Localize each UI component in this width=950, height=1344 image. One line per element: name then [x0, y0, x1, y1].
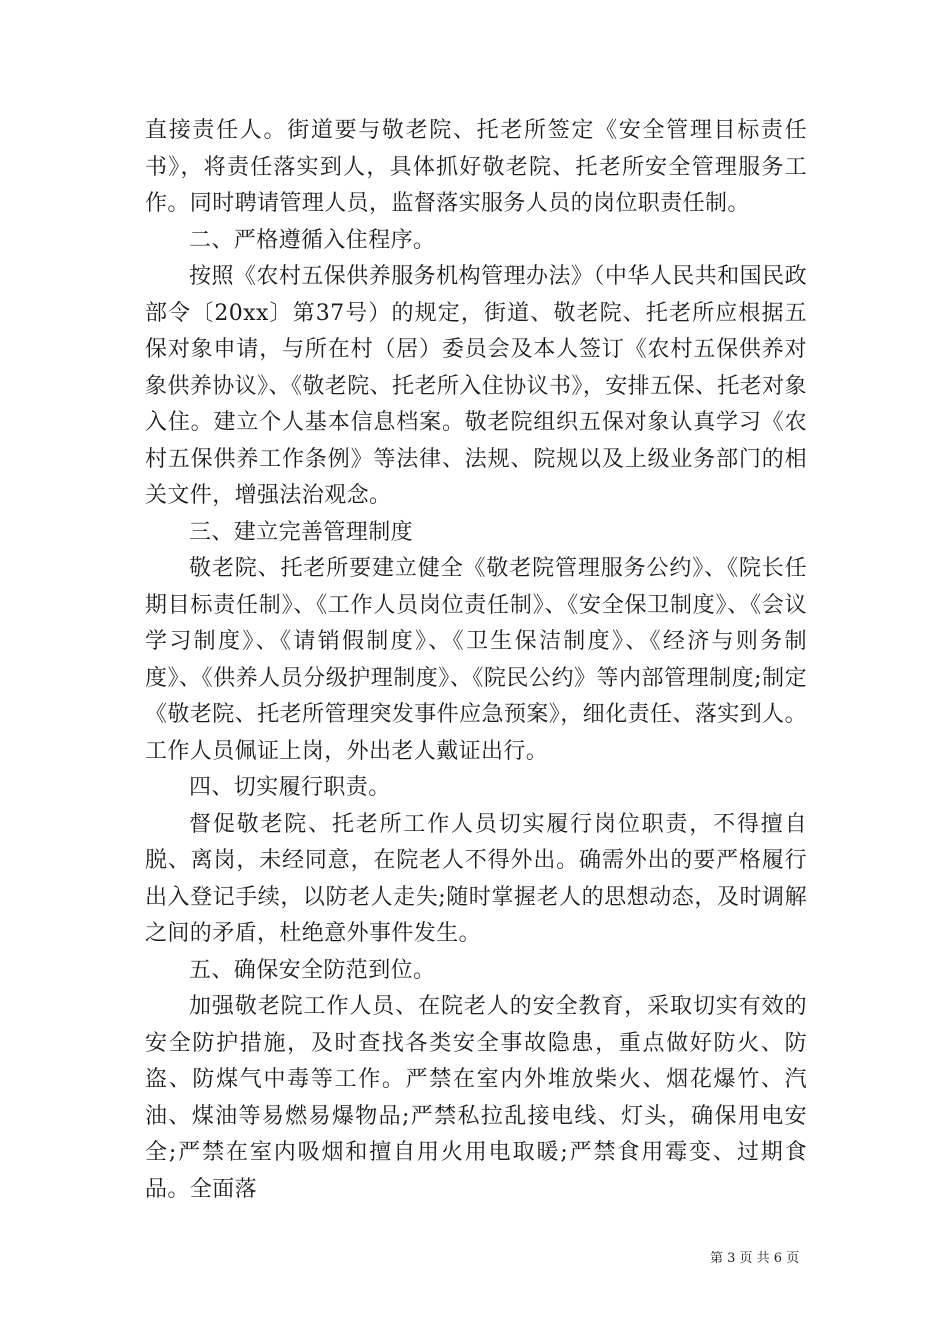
paragraph-5: 加强敬老院工作人员、在院老人的安全教育，采取切实有效的安全防护措施，及时查找各类安全事故隐患，重点做好防火、防盗、防煤气中毒等工作。严禁在室内外堆放柴火、烟花爆竹、汽油、煤油等易燃易爆物品;严禁私拉乱接电线、灯头，确保用电安全;严禁在室内吸烟和擅自用火用电取暖;严禁食用霉变、过期食品。全面落	[145, 994, 807, 1202]
document-body	[145, 113, 807, 1208]
page-number-footer: 第 3 页 共 6 页	[710, 1251, 800, 1266]
section-heading-3: 三、建立完善管理制度	[189, 519, 414, 545]
section-heading-4: 四、切实履行职责。	[189, 775, 391, 800]
section-heading-5: 五、确保安全防范到位。	[189, 957, 436, 983]
paragraph-1: 直接责任人。街道要与敬老院、托老所签定《安全管理目标责任书》，将责任落实到人，具体抓好敬老院、托老所安全管理服务工作。同时聘请管理人员，监督落实服务人员的岗位职责任制。	[145, 118, 807, 216]
paragraph-2: 按照《农村五保供养服务机构管理办法》（中华人民共和国民政部令〔20xx〕第37号）的规定，街道、敬老院、托老所应根据五保对象申请，与所在村（居）委员会及本人签订《农村五保供养对象供养协议》、《敬老院、托老所入住协议书》，安排五保、托老对象入住。建立个人基本信息档案。敬老院组织五保对象认真学习《农村五保供养工作条例》等法律、法规、院规以及上级业务部门的相关文件，增强法治观念。	[145, 264, 807, 508]
paragraph-3: 敬老院、托老所要建立健全《敬老院管理服务公约》、《院长任期目标责任制》、《工作人员岗位责任制》、《安全保卫制度》、《会议学习制度》、《请销假制度》、《卫生保洁制度》、《经济与则务制度》、《供养人员分级护理制度》、《院民公约》等内部管理制度;制定《敬老院、托老所管理突发事件应急预案》，细化责任、落实到人。工作人员佩证上岗，外出老人戴证出行。	[145, 556, 807, 764]
section-heading-2: 二、严格遵循入住程序。	[189, 227, 436, 253]
paragraph-4: 督促敬老院、托老所工作人员切实履行岗位职责，不得擅自脱、离岗，未经同意，在院老人不得外出。确需外出的要严格履行出入登记手续，以防老人走失;随时掌握老人的思想动态，及时调解之间的矛盾，杜绝意外事件发生。	[145, 811, 807, 946]
